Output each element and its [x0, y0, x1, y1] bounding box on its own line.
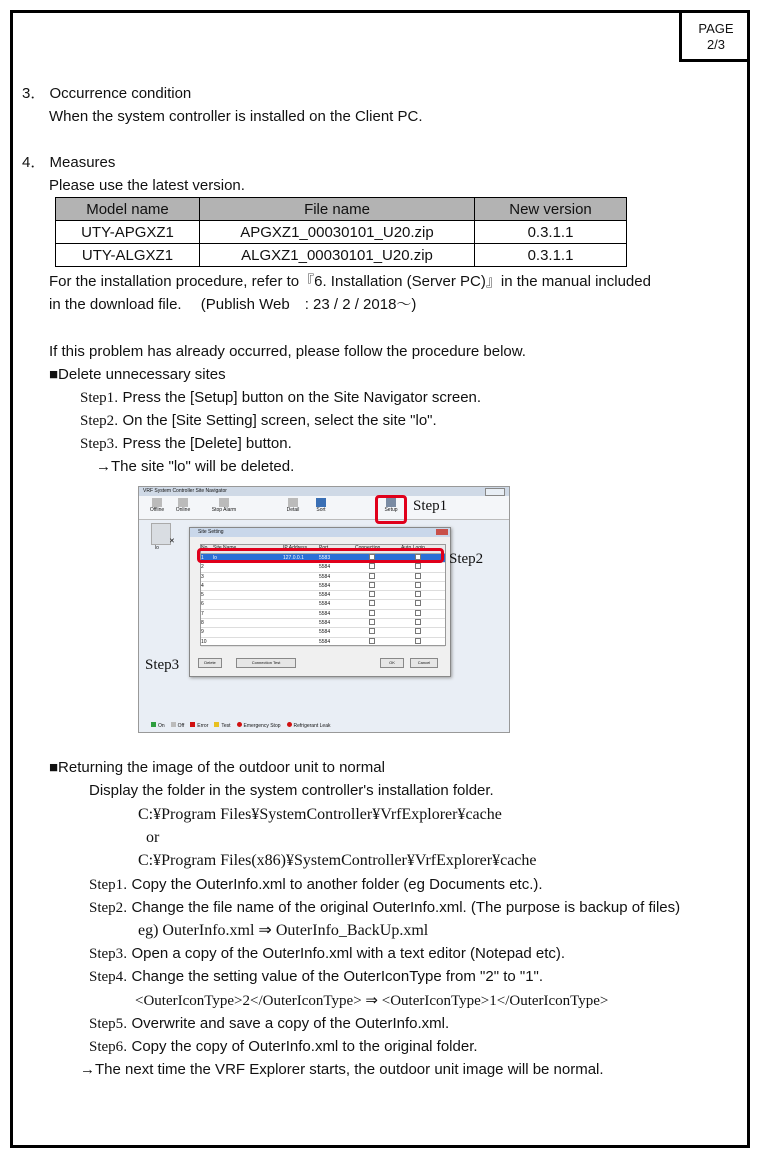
legend-swatch-icon — [287, 722, 292, 727]
table-cell: UTY-ALGXZ1 — [56, 244, 200, 267]
legend-item — [151, 722, 165, 729]
step-text: . Overwrite and save a copy of the OuterInfo.xml. — [123, 1015, 450, 1032]
return-step-2 — [89, 899, 680, 917]
toolbar — [139, 496, 509, 520]
connection-checkbox-cell — [355, 610, 401, 618]
install-reference-line1: For the installation procedure, refer to『6. Installation (Server PC)』in the manual included — [49, 273, 651, 290]
grid-column-header: Auto Login — [401, 545, 425, 551]
connection-checkbox[interactable] — [369, 582, 375, 588]
grid-column-header: IP Address — [283, 545, 308, 551]
auto-login-checkbox[interactable] — [415, 600, 421, 606]
connection-checkbox-cell — [355, 591, 401, 599]
connection-checkbox[interactable] — [369, 573, 375, 579]
auto-login-checkbox-cell — [401, 573, 441, 581]
grid-cell: 5 — [201, 592, 204, 599]
return-step-3 — [89, 945, 565, 963]
legend-label: Error — [197, 723, 209, 729]
callout-step3: Step3 — [145, 657, 180, 673]
grid-cell: 5584 — [319, 582, 331, 589]
toolbar-label: Stop Alarm — [211, 507, 237, 513]
install-reference-line2: in the download file. (Publish Web : 23 / 2 / 2018～) — [49, 296, 417, 313]
legend-item — [190, 722, 208, 729]
grid-cell — [213, 591, 283, 599]
folder-intro: Display the folder in the system controller's installation folder. — [89, 782, 494, 799]
step-label: Step4 — [89, 969, 124, 985]
table-cell: UTY-APGXZ1 — [56, 221, 200, 244]
dialog-title: Site Setting — [198, 529, 224, 535]
cache-path-2: C:¥Program Files(x86)¥SystemController¥VrfExplorer¥cache — [138, 852, 537, 869]
return-heading: ■Returning the image of the outdoor unit to normal — [49, 759, 385, 776]
connection-checkbox-cell — [355, 638, 401, 646]
grid-cell — [283, 610, 319, 618]
grid-cell — [213, 638, 283, 646]
step-label: Step3 — [89, 946, 124, 962]
toolbar-button-detail[interactable] — [283, 498, 303, 513]
section-3-text: When the system controller is installed on the Client PC. — [49, 108, 423, 125]
toolbar-label: Setup — [384, 507, 398, 513]
auto-login-checkbox-cell — [401, 638, 441, 646]
rename-example: eg) OuterInfo.xml ⇒ OuterInfo_BackUp.xml — [138, 922, 429, 939]
legend-swatch-icon — [214, 722, 219, 727]
auto-login-checkbox-cell — [401, 619, 441, 627]
page-number-box — [679, 12, 750, 62]
grid-row[interactable] — [201, 638, 445, 647]
delete-step-1 — [80, 389, 481, 407]
grid-cell — [213, 582, 283, 590]
site-icon-label: lo — [155, 545, 159, 551]
grid-cell — [213, 563, 283, 571]
grid-cell: 6 — [201, 601, 204, 608]
auto-login-checkbox[interactable] — [415, 573, 421, 579]
toolbar-button-online[interactable] — [173, 498, 193, 513]
connection-checkbox[interactable] — [369, 610, 375, 616]
dialog-close-icon[interactable] — [436, 529, 448, 535]
grid-cell: 3 — [201, 573, 204, 580]
grid-column-header: Port — [319, 545, 329, 551]
grid-row[interactable] — [201, 563, 445, 572]
auto-login-checkbox[interactable] — [415, 610, 421, 616]
legend-label: Test — [221, 723, 231, 729]
return-step-5 — [89, 1015, 449, 1033]
grid-cell: 5584 — [319, 629, 331, 636]
auto-login-checkbox[interactable] — [415, 591, 421, 597]
selected-row-highlight — [197, 548, 444, 563]
connection-checkbox-cell — [355, 573, 401, 581]
toolbar-button-stop-alarm[interactable] — [209, 498, 239, 513]
or-text: or — [146, 829, 160, 846]
auto-login-checkbox[interactable] — [415, 619, 421, 625]
grid-column-header: Connection — [355, 545, 381, 551]
grid-cell — [213, 628, 283, 636]
grid-row[interactable] — [201, 591, 445, 600]
grid-cell — [213, 573, 283, 581]
grid-cell: 5584 — [319, 610, 331, 617]
grid-row[interactable] — [201, 573, 445, 582]
section-4-heading: 4． Measures — [22, 154, 116, 171]
step-text: . Press the [Delete] button. — [114, 435, 292, 452]
callout-step2: Step2 — [449, 551, 484, 567]
table-header: File name — [200, 198, 475, 221]
legend-swatch-icon — [190, 722, 195, 727]
grid-rows — [201, 554, 445, 647]
grid-cell: 5583 — [319, 555, 331, 561]
version-table — [55, 197, 627, 267]
table-header-row — [56, 198, 627, 221]
toolbar-label: Online — [175, 507, 191, 513]
legend-label: On — [158, 723, 165, 729]
delete-button[interactable]: Delete — [198, 658, 222, 668]
grid-cell — [283, 638, 319, 646]
connection-checkbox[interactable] — [369, 563, 375, 569]
step-text: . Change the setting value of the OuterIconType from "2" to "1". — [123, 968, 544, 985]
step-text: . On the [Site Setting] screen, select the site "lo". — [114, 412, 437, 429]
legend-label: Emergency Stop — [243, 723, 281, 729]
toolbar-label: Detail — [286, 507, 300, 513]
grid-cell: 4 — [201, 582, 204, 589]
online-icon — [178, 498, 188, 507]
auto-login-checkbox-cell — [401, 610, 441, 618]
offline-icon — [152, 498, 162, 507]
grid-cell: 1 — [201, 555, 204, 561]
grid-cell: lo — [213, 555, 217, 561]
delete-step-3 — [80, 435, 292, 453]
table-header: Model name — [56, 198, 200, 221]
grid-cell: 5584 — [319, 573, 331, 580]
window-titlebar — [139, 487, 509, 496]
cache-path-1: C:¥Program Files¥SystemController¥VrfExplorer¥cache — [138, 806, 502, 823]
site-icon[interactable] — [151, 523, 171, 545]
grid-cell: 9 — [201, 629, 204, 636]
auto-login-checkbox[interactable] — [415, 628, 421, 634]
delete-sites-heading: ■Delete unnecessary sites — [49, 366, 226, 383]
step-label: Step2 — [89, 900, 124, 916]
grid-cell — [283, 628, 319, 636]
grid-cell — [283, 563, 319, 571]
grid-cell — [213, 600, 283, 608]
grid-cell — [283, 591, 319, 599]
step-text: . Copy the copy of OuterInfo.xml to the original folder. — [123, 1038, 478, 1055]
connection-checkbox[interactable] — [369, 619, 375, 625]
auto-login-checkbox[interactable] — [415, 638, 421, 644]
grid-row[interactable] — [201, 619, 445, 628]
setup-highlight — [375, 495, 407, 524]
table-row — [56, 244, 627, 267]
delete-result: →The site "lo" will be deleted. — [96, 458, 295, 475]
toolbar-label: Sort — [316, 507, 326, 513]
grid-row[interactable] — [201, 610, 445, 619]
connection-checkbox[interactable] — [369, 600, 375, 606]
table-cell: APGXZ1_00030101_U20.zip — [200, 221, 475, 244]
auto-login-checkbox[interactable] — [415, 563, 421, 569]
section-3-heading: 3． Occurrence condition — [22, 85, 192, 102]
site-navigator-screenshot — [138, 486, 510, 733]
connection-checkbox[interactable] — [369, 638, 375, 644]
step-label: Step2 — [80, 413, 115, 429]
grid-cell — [283, 600, 319, 608]
legend-swatch-icon — [171, 722, 176, 727]
step-label: Step1 — [89, 877, 124, 893]
grid-cell: 10 — [201, 638, 207, 645]
ok-button[interactable]: OK — [380, 658, 404, 668]
connection-checkbox-cell — [355, 563, 401, 571]
table-cell: 0.3.1.1 — [475, 244, 627, 267]
step-text: . Open a copy of the OuterInfo.xml with a text editor (Notepad etc). — [123, 945, 566, 962]
grid-cell: 5584 — [319, 592, 331, 599]
page-label: PAGE — [698, 21, 734, 36]
status-legend — [151, 722, 330, 729]
grid-cell: 5584 — [319, 564, 331, 571]
connection-checkbox-cell — [355, 619, 401, 627]
toolbar-button-sort[interactable] — [311, 498, 331, 513]
table-cell: 0.3.1.1 — [475, 221, 627, 244]
window-controls — [485, 488, 505, 496]
step-text: . Change the file name of the original OuterInfo.xml. (The purpose is backup of files) — [123, 899, 681, 916]
grid-cell: 2 — [201, 564, 204, 571]
step-text: . Press the [Setup] button on the Site Navigator screen. — [114, 389, 482, 406]
table-cell: ALGXZ1_00030101_U20.zip — [200, 244, 475, 267]
toolbar-button-offline[interactable] — [147, 498, 167, 513]
grid-row[interactable] — [201, 628, 445, 637]
auto-login-checkbox-cell — [401, 628, 441, 636]
return-step-6 — [89, 1038, 478, 1056]
legend-label: Off — [177, 723, 185, 729]
legend-item — [287, 722, 331, 729]
legend-swatch-icon — [151, 722, 156, 727]
table-row — [56, 221, 627, 244]
final-note: →The next time the VRF Explorer starts, the outdoor unit image will be normal. — [80, 1061, 604, 1078]
window-title: VRF System Controller Site Navigator — [143, 488, 227, 494]
grid-row[interactable] — [201, 582, 445, 591]
connection-test-button[interactable]: Connection Test — [236, 658, 296, 668]
grid-cell: 127.0.0.1 — [283, 555, 304, 561]
table-header: New version — [475, 198, 627, 221]
toolbar-label: Offline — [149, 507, 165, 513]
legend-item — [237, 722, 281, 729]
measures-intro: Please use the latest version. — [49, 177, 245, 194]
step-label: Step5 — [89, 1016, 124, 1032]
grid-column-header: Site Name — [213, 545, 237, 551]
grid-column-header: No. — [201, 545, 209, 551]
cancel-button[interactable]: Cancel — [410, 658, 438, 668]
occurred-text: If this problem has already occurred, please follow the procedure below. — [49, 343, 526, 360]
connection-checkbox[interactable] — [369, 628, 375, 634]
legend-label: Refrigerant Leak — [293, 723, 331, 729]
return-step-4 — [89, 968, 543, 986]
grid-cell: 7 — [201, 610, 204, 617]
grid-cell: 5584 — [319, 620, 331, 627]
alarm-icon — [219, 498, 229, 507]
xml-example: <OuterIconType>2</OuterIconType> ⇒ <OuterIconType>1</OuterIconType> — [135, 993, 609, 1009]
connection-checkbox-cell — [355, 582, 401, 590]
connection-checkbox-cell — [355, 600, 401, 608]
step-label: Step3 — [80, 436, 115, 452]
auto-login-checkbox-cell — [401, 563, 441, 571]
dialog-titlebar — [190, 528, 450, 537]
grid-cell: 5584 — [319, 638, 331, 645]
grid-cell — [283, 619, 319, 627]
auto-login-checkbox-cell — [401, 591, 441, 599]
detail-icon — [288, 498, 298, 507]
step-text: . Copy the OuterInfo.xml to another folder (eg Documents etc.). — [123, 876, 543, 893]
legend-item — [171, 722, 185, 729]
grid-row[interactable] — [201, 600, 445, 609]
site-delete-mark: ✕ — [169, 538, 175, 545]
grid-cell — [283, 582, 319, 590]
sort-icon — [316, 498, 326, 507]
grid-cell — [213, 619, 283, 627]
step-label: Step1 — [80, 390, 115, 406]
legend-item — [214, 722, 230, 729]
auto-login-checkbox-cell — [401, 600, 441, 608]
grid-cell: 8 — [201, 620, 204, 627]
page-number: 2/3 — [706, 37, 726, 52]
connection-checkbox-cell — [355, 628, 401, 636]
grid-cell: 5584 — [319, 601, 331, 608]
delete-step-2 — [80, 412, 437, 430]
grid-cell — [283, 573, 319, 581]
step-label: Step6 — [89, 1039, 124, 1055]
connection-checkbox[interactable] — [369, 591, 375, 597]
callout-step1: Step1 — [413, 498, 448, 514]
return-step-1 — [89, 876, 543, 894]
auto-login-checkbox-cell — [401, 582, 441, 590]
auto-login-checkbox[interactable] — [415, 582, 421, 588]
grid-cell — [213, 610, 283, 618]
legend-swatch-icon — [237, 722, 242, 727]
